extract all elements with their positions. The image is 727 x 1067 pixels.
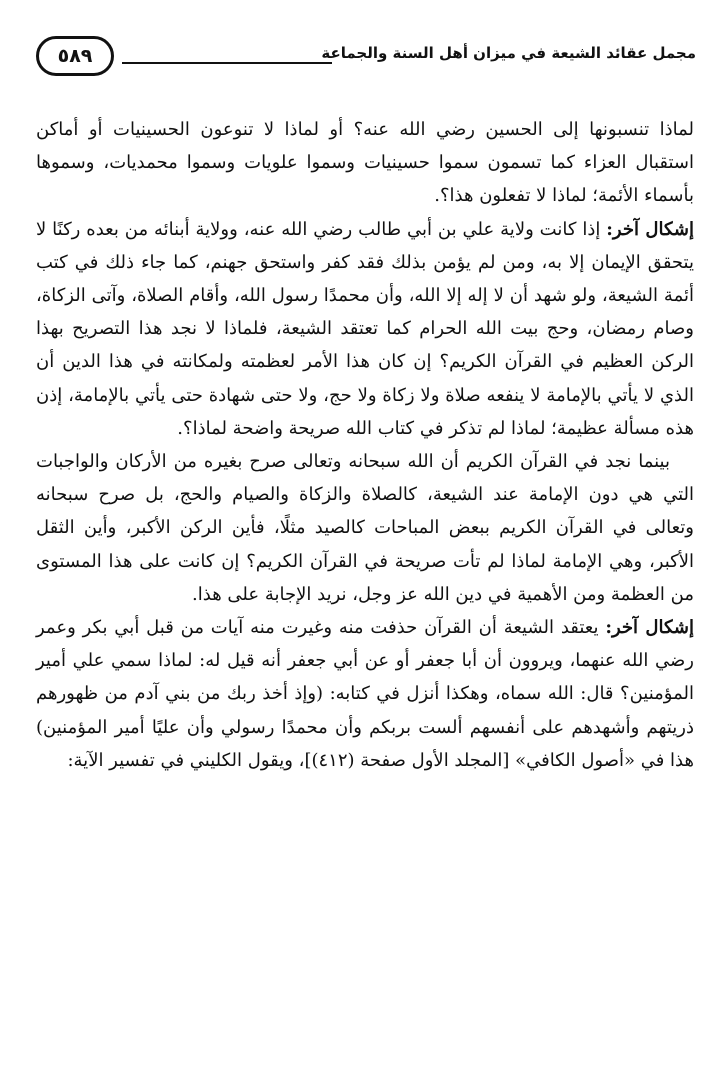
header-divider-line <box>122 62 332 64</box>
paragraph-text: بينما نجد في القرآن الكريم أن الله سبحانه وتعالى صرح بغيره من الأركان والواجبات التي هي دون الإمامة عند الشيعة، كالصلاة والزكاة والصيام والحج، بل صرح سبحانه وتعالى في القرآن الكريم ببعض المباحات كالصيد مثلًا، فأين الركن الأكبر، وأين الثقل الأكبر، وهي الإمامة لماذا لم تأت صريحة في القرآن الكريم؟ إن كانت على هذا المستوى من العظمة ومن الأهمية في دين الله عز وجل، نريد الإجابة على هذا. <box>36 451 694 605</box>
page-body <box>36 113 694 777</box>
paragraph-4 <box>36 611 694 777</box>
paragraph-2 <box>36 213 694 445</box>
paragraph-lead: إشكال آخر: <box>605 617 695 639</box>
running-title: مجمل عقائد الشيعة في ميزان أهل السنة والجماعة <box>321 44 696 62</box>
paragraph-1 <box>36 113 694 213</box>
page-number-badge: ٥٨٩ <box>36 36 114 76</box>
paragraph-3 <box>36 445 694 611</box>
page-header <box>36 30 696 86</box>
paragraph-text: يعتقد الشيعة أن القرآن حذفت منه وغيرت منه آيات من قبل أبي بكر وعمر رضي الله عنهما، ويروون أن أبا جعفر أو عن أبي جعفر أنه قيل له: لماذا سمي علي أمير المؤمنين؟ قال: الله سماه، وهكذا أنزل في كتابه: (وإذ أخذ ربك من بني آدم من ظهورهم ذريتهم وأشهدهم على أنفسهم ألست بربكم وأن محمدًا رسولي وأن عليًا أمير المؤمنين) هذا في «أصول الكافي» [المجلد الأول صفحة (٤١٢)]، ويقول الكليني في تفسير الآية: <box>36 617 694 771</box>
paragraph-text: لماذا تنسبونها إلى الحسين رضي الله عنه؟ أو لماذا لا تنوعون الحسينيات أو أماكن استقبال العزاء كما تسمون سموا حسينيات وسموا علويات وسموا محمديات، وسموها بأسماء الأئمة؛ لماذا لا تفعلون هذا؟. <box>36 119 694 207</box>
paragraph-lead: إشكال آخر: <box>606 218 695 240</box>
paragraph-text: إذا كانت ولاية علي بن أبي طالب رضي الله عنه، وولاية أبنائه من بعده ركنًا لا يتحقق الإيمان إلا به، ومن لم يؤمن بذلك فقد كفر واستحق جهنم، كما جاء ذلك في كتب أئمة الشيعة، ولو شهد أن لا إله إلا الله، وأن محمدًا رسول الله، وأقام الصلاة، وآتى الزكاة، وصام رمضان، وحج بيت الله الحرام كما تعتقد الشيعة، فلماذا لا نجد هذا التصريح بهذا الركن العظيم في القرآن الكريم؟ إن كان هذا الأمر لعظمته ولمكانته في هذا الدين أن الذي لا يأتي بالإمامة لا ينفعه صلاة ولا زكاة ولا حج، ولا حتى شهادة حتى يأتي بالإمامة، إذن هذه مسألة عظيمة؛ لماذا لم تذكر في كتاب الله صريحة واضحة لماذا؟. <box>36 218 694 439</box>
